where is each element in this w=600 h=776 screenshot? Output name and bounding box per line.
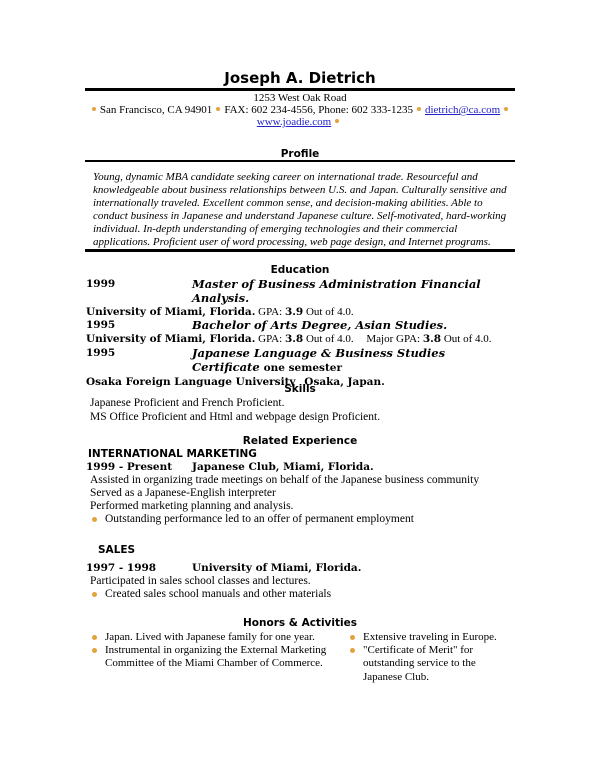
honors-item [89, 644, 353, 670]
section-heading-honors-activities: Honors & Activities [243, 617, 357, 629]
job-period-row [86, 461, 515, 474]
city-text: San Francisco, CA 94901 [99, 104, 213, 116]
bullet-icon [216, 107, 220, 111]
honors-item [347, 644, 511, 684]
education-degree-title [192, 347, 515, 376]
certificate-title: Japanese Language & Business Studies Certificate [192, 345, 446, 374]
job-period: 1997 - 1998 [86, 562, 157, 574]
gpa-value: 3.9 [284, 305, 304, 318]
education-school: University of Miami, Florida. [86, 333, 256, 346]
profile-line: knowledgeable about business relationships between U.S. and Japan. Culturally sensitive and [93, 184, 507, 196]
bullet-icon [350, 648, 355, 653]
job-description [90, 474, 515, 513]
bullet-icon [504, 107, 508, 111]
job-description-line: Served as a Japanese-English interpreter [90, 487, 276, 499]
achievement-bullet-item [89, 513, 515, 526]
achievement-text: Outstanding performance led to an offer of permanent employment [105, 513, 414, 525]
job-description-line: Participated in sales school classes and lectures. [90, 575, 311, 587]
education-year: 1995 [86, 319, 116, 332]
candidate-name: Joseph A. Dietrich [224, 69, 376, 87]
education-year: 1995 [86, 346, 116, 359]
honors-item-text: Extensive traveling in Europe. [363, 631, 497, 643]
achievement-text: Created sales school manuals and other materials [105, 588, 332, 600]
job-title-international-marketing: INTERNATIONAL MARKETING [88, 448, 257, 460]
profile-line: conduct business in Japanese and understand Japanese culture. Self-motivated, hard-working [93, 210, 507, 222]
profile-underline-rule [85, 160, 515, 162]
profile-line: internationally traveled. Excellent common sense, and decision-making abilities. Able to [93, 197, 483, 209]
gpa-scale: Out of 4.0. [305, 333, 354, 346]
profile-paragraph [93, 171, 507, 249]
job-description-line: Assisted in organizing trade meetings on behalf of the Japanese business community [90, 474, 480, 486]
education-entry [86, 347, 515, 376]
education-detail [86, 306, 515, 320]
honors-item [347, 631, 511, 644]
street-address: 1253 West Oak Road [253, 92, 347, 104]
education-school-location: Osaka, Japan. [304, 375, 385, 388]
job-period: 1999 - Present [86, 461, 173, 473]
gpa-scale: Out of 4.0. [305, 305, 354, 318]
section-heading-related-experience: Related Experience [242, 435, 358, 447]
job-title-sales: SALES [98, 544, 136, 556]
bullet-icon [417, 107, 421, 111]
bullet-icon [350, 635, 355, 640]
job-organization: Japanese Club, Miami, Florida. [192, 461, 374, 473]
bullet-icon [92, 635, 97, 640]
profile-line: Young, dynamic MBA candidate seeking career on international trade. Resourceful and [93, 171, 478, 183]
profile-line: applications. Proficient user of word processing, web page design, and Internet programs. [93, 236, 491, 248]
website-line [85, 116, 515, 128]
gpa-label: GPA: [258, 305, 283, 318]
major-gpa-label: Major GPA: [366, 333, 421, 346]
education-degree-title: Master of Business Administration Financial Analysis. [192, 277, 481, 305]
gpa-label: GPA: [258, 333, 283, 346]
major-gpa-scale: Out of 4.0. [443, 333, 492, 346]
bullet-icon [92, 107, 96, 111]
certificate-duration: one semester [263, 361, 343, 374]
achievement-bullet-item [89, 588, 515, 601]
profile-line: individual. In-depth understanding of emerging technologies and their commercial [93, 223, 458, 235]
education-entry [86, 278, 515, 306]
section-divider-rule [85, 249, 515, 252]
honors-item-text: Instrumental in organizing the External Marketing Committee of the Miami Chamber of Commerce. [105, 644, 327, 670]
education-year: 1999 [86, 278, 116, 290]
bullet-icon [92, 517, 97, 522]
honors-item-text: "Certificate of Merit" for outstanding service to the Japanese Club. [363, 644, 476, 683]
gpa-value: 3.8 [284, 333, 304, 346]
skills-line: MS Office Proficient and Html and webpage design Proficient. [90, 411, 381, 423]
education-degree-title: Bachelor of Arts Degree, Asian Studies. [192, 318, 448, 333]
skills-line: Japanese Proficient and French Proficient. [90, 397, 285, 409]
section-heading-skills: Skills [284, 383, 316, 395]
education-detail [86, 333, 515, 347]
section-heading-profile: Profile [280, 148, 320, 160]
contact-block [85, 92, 515, 128]
job-description [90, 575, 515, 588]
education-section [86, 278, 515, 389]
job-period-row [86, 562, 515, 575]
bullet-icon [92, 592, 97, 597]
email-link[interactable]: dietrich@ca.com [424, 104, 501, 116]
honors-right-column [347, 631, 511, 684]
honors-left-column [89, 631, 353, 671]
bullet-icon [335, 119, 339, 123]
skills-section [90, 396, 515, 424]
education-entry [86, 319, 515, 333]
section-heading-education: Education [270, 264, 330, 276]
education-school: Osaka Foreign Language University [86, 375, 296, 388]
honors-item-text: Japan. Lived with Japanese family for one year. [105, 631, 315, 643]
honors-item [89, 631, 353, 644]
job-description-line: Performed marketing planning and analysis. [90, 500, 294, 512]
bullet-icon [92, 648, 97, 653]
name-underline-rule [85, 88, 515, 91]
job-organization: University of Miami, Florida. [192, 562, 362, 574]
major-gpa-value: 3.8 [422, 333, 442, 346]
education-school: University of Miami, Florida. [86, 305, 256, 318]
phone-fax-text: FAX: 602 234-4556, Phone: 602 333-1235 [224, 104, 413, 116]
website-link[interactable]: www.joadie.com [256, 116, 332, 128]
contact-line [85, 104, 515, 116]
